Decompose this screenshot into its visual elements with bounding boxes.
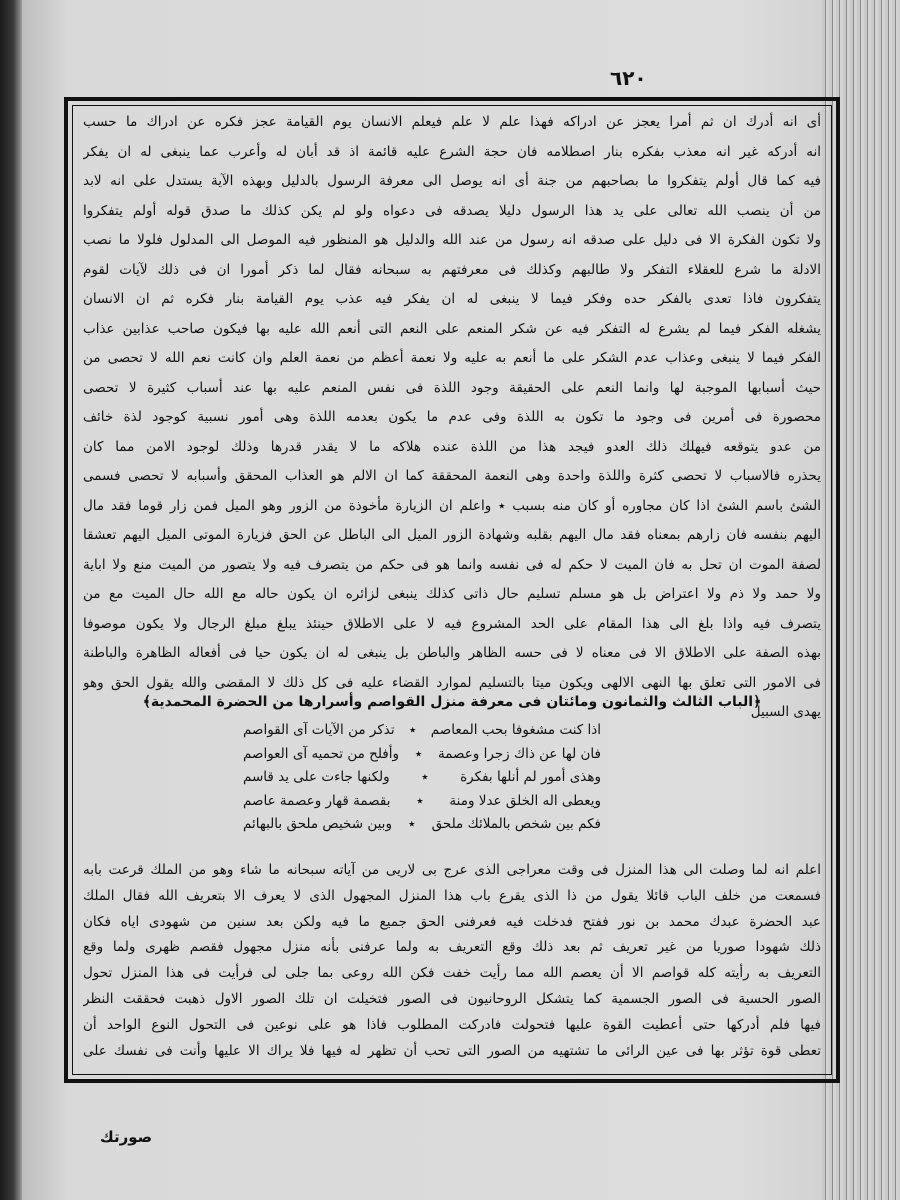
text-line: الفكر فيما لا ينبغى وعذاب عدم الشكر على ما أنعم به عليه ولا نعمة أعظم من نعمة العلم وان كانت نعم الله لا تحصى من — [83, 350, 821, 366]
verse-first-hemistich: وهذى أمور لم أنلها بفكرة — [460, 769, 601, 785]
poem-verse — [243, 790, 601, 814]
verse-first-hemistich: اذا كنت مشغوفا بحب المعاصم — [430, 722, 601, 738]
body-text-top — [83, 108, 821, 728]
verse-second-hemistich: وأفلح من تحميه آى العواصم — [243, 745, 400, 762]
text-line: محصورة فى أمرين فى وجود ما تكون به اللذة وفى عدم ما يكون بعدمه اللذة وهى أمور نسبية كوجود لذة خائف — [83, 409, 821, 425]
text-line: التعريف به رأيته كله قواصم الا أن يعصم الله مما رأيت خفت فكن الله روعى بما جلى لى فرأيت فى هذا المنزل تحول — [83, 965, 821, 982]
poem-verse — [243, 766, 601, 790]
poem-verse — [243, 743, 601, 767]
text-line: فسمعت من خلف الباب قائلا يقول من ذا الذى يقرع باب هذا المنزل المجهول الذى لا يعرف الا بتعريف الله فقال الملك — [83, 887, 821, 904]
book-binding-edge — [0, 0, 22, 1200]
text-line: يتفكرون فاذا تعدى بالفكر حده وفكر فيما لا ينبغى له ان يفكر فيه عذب يوم القيامة بنار فكره ثم ان الانسان — [83, 291, 821, 307]
chapter-heading: ﴿الباب الثالث والثمانون ومائتان فى معرفة منزل القواصم وأسرارها من الحضرة المحمدية﴾ — [142, 694, 762, 710]
text-line: فيه كما قال أولم يتفكروا ما بصاحبهم من جنة أى انه يوصل الى معرفة الرسول بالدليل وبهذه الآية يستدل على انه لابد — [83, 173, 821, 189]
text-line: بهذه الصفة على الاطلاق الا فى معناه لا فى حسه الظاهر والباطن بل ينبغى له ان يكون حيا فى أفعاله الظاهرة والباطنة — [83, 645, 821, 661]
verse-separator: ٭ — [408, 816, 416, 832]
text-line: انه أدركه غير انه معذب بفكره بنار اصطلامه فان حجة الشرع عليه قائمة اذ قد أبان له وأعرب عما ينبغى له ان يفكر — [83, 143, 821, 160]
text-line: يحذره فالاسباب لا تحصى كثرة واللذة واحدة وهى النعمة المحققة كما ان الالم هو العذاب المحقق وأسبابه لا تحصى فسمى — [83, 468, 821, 484]
text-line: فى الامور التى تعلق بها النهى الالهى ويكون ميتا بالتسليم لموارد القضاء عليه فى كل ذلك لا المقضى والله يقول الحق وهو — [83, 674, 821, 691]
text-line: يتصرف فيه واذا بلغ الى هذا المقام على الحد المشروع فيه لا على الاطلاق حينئذ يبلغ مبلغ الرجال ولا يكون موصوفا — [83, 615, 821, 632]
text-line: فيها فلم أدركها حتى أعطيت القوة عليها فتحولت فادركت المطلوب فاذا هو على نوعين فى التحول النوع الواحد أن — [83, 1016, 821, 1033]
body-text-bottom — [83, 858, 821, 1064]
text-line: يشغله الفكر فيما لم يشرع له التفكر فيه عن شكر المنعم على النعم التى أنعم الله عليه بها فيكون صاحب عذابين عذاب — [83, 320, 821, 337]
catchword: صورتك — [100, 1128, 153, 1146]
text-line: يهدى السبيل — [750, 704, 821, 720]
verse-first-hemistich: ويعطى اله الخلق عدلا ومنة — [449, 792, 601, 809]
text-line: اعلم انه لما وصلت الى هذا المنزل فى وقت معراجى الذى عرج بى لاريى من آياته سبحانه ما شاء وهو من الملك قرعت بابه — [83, 862, 821, 878]
text-line: عبد الحضرة عبدك محمد بن نور ففتح فدخلت فيه فعرفنى الحق جميع ما فيه ولكن بعد سنين من شهودى اياه فكان — [83, 913, 821, 930]
text-line: الصور الحسية فى الصور الجسمية كما يتشكل الروحانيون فى الصور فتخيلت ان تلك الصور الاول ذهبت فحققت النظر — [83, 990, 821, 1007]
poem-verse — [243, 813, 601, 837]
verse-separator: ٭ — [414, 745, 423, 762]
text-frame — [64, 97, 840, 1083]
verse-separator: ٭ — [421, 769, 429, 785]
text-line: ولا تكون الفكرة الا فى دليل على صدقه انه رسول من عند الله والدليل هو المنظور فيه الموصل الى المدلول فلولا ما نصب — [83, 232, 821, 248]
poem-verse — [243, 719, 601, 743]
text-frame-inner — [72, 105, 832, 1075]
text-line: اليهم بنفسه فان زارهم بمعناه فقد مال اليهم بقلبه وشهادة الزور الميل الى الباطل عن الحق فزيارة الموتى الميل اليهم تعشقا — [83, 527, 821, 543]
verse-second-hemistich: وبين شخيص ملحق بالبهائم — [243, 816, 392, 832]
text-line: ولا حمد ولا ذم ولا اعتراض بل هو مسلم تسليم حال ذاتى كذلك ينبغى لزائره ان يكون حاله مع الله حال الميت مع من — [83, 586, 821, 602]
text-line: تعطى قوة تؤثر بها فى عين الرائى ما تشتهيه من الصور التى تحب أن تظهر له فيها فلا يراك الا عليها وأنت فى نفسك على — [83, 1042, 821, 1059]
text-line: حيث أسبابها الموجبة لها وانما النعم على الحقيقة وجود اللذة فى نفس المنعم عليه بها عند أسباب كثيرة لا تحصى — [83, 379, 821, 396]
verse-second-hemistich: بقصمة قهار وعصمة عاصم — [243, 792, 391, 809]
text-line: من عدو يتوقعه فيهلك ذلك العدو فيجد هذا من اللذة عنده هلاكه ما لا يقدر قدرها وذلك لوجود الامن مما كان — [83, 438, 821, 455]
text-line: لصفة الموت ان تحل به فان الميت لا حكم له فى نفسه وانما هو فى حكم من يتصرف فيه ولا يتصور من الميت منع ولا اباية — [83, 556, 821, 573]
verse-first-hemistich: فكم بين شخص بالملائك ملحق — [431, 816, 601, 832]
verse-separator: ٭ — [409, 722, 417, 738]
text-line: من أن ينصب الله تعالى على يد هذا الرسول دليلا يصدقه فى دعواه ولو لم يكن كذلك ما صدق قوله أولم يتفكروا — [83, 202, 821, 219]
text-line: الشئ باسم الشئ اذا كان مجاوره أو كان منه بسبب ٭ واعلم ان الزيارة مأخوذة من الزور وهو الميل فمن زار قوما فقد مال — [83, 497, 821, 514]
poem — [243, 719, 601, 837]
text-line: أى انه أدرك ان ثم أمرا يعجز عن ادراكه فهذا علم لا علم فيعلم الانسان يوم القيامة عجز فكره عن ادراك ما حسب — [83, 114, 821, 130]
verse-separator: ٭ — [416, 792, 424, 809]
verse-first-hemistich: فان لها عن ذاك زجرا وعصمة — [438, 745, 601, 762]
verse-second-hemistich: ولكنها جاءت على يد قاسم — [243, 769, 390, 785]
text-line: الادلة ما شرع للعقلاء التفكر ولا طالبهم وكذلك فى معرفتهم به سبحانه فقال لما ذكر أمورا ان فى ذلك لآيات لقوم — [83, 261, 821, 278]
page-number: ٦٢٠ — [610, 66, 647, 90]
text-line: ذلك شهودا صوريا من غير تعريف ثم بعد ذلك وقع التعريف به ولما عرفنى بأنه منزل مجهول فقصم ظهرى ولما وقع — [83, 939, 821, 956]
verse-second-hemistich: تذكر من الآيات آى القواصم — [243, 722, 395, 738]
